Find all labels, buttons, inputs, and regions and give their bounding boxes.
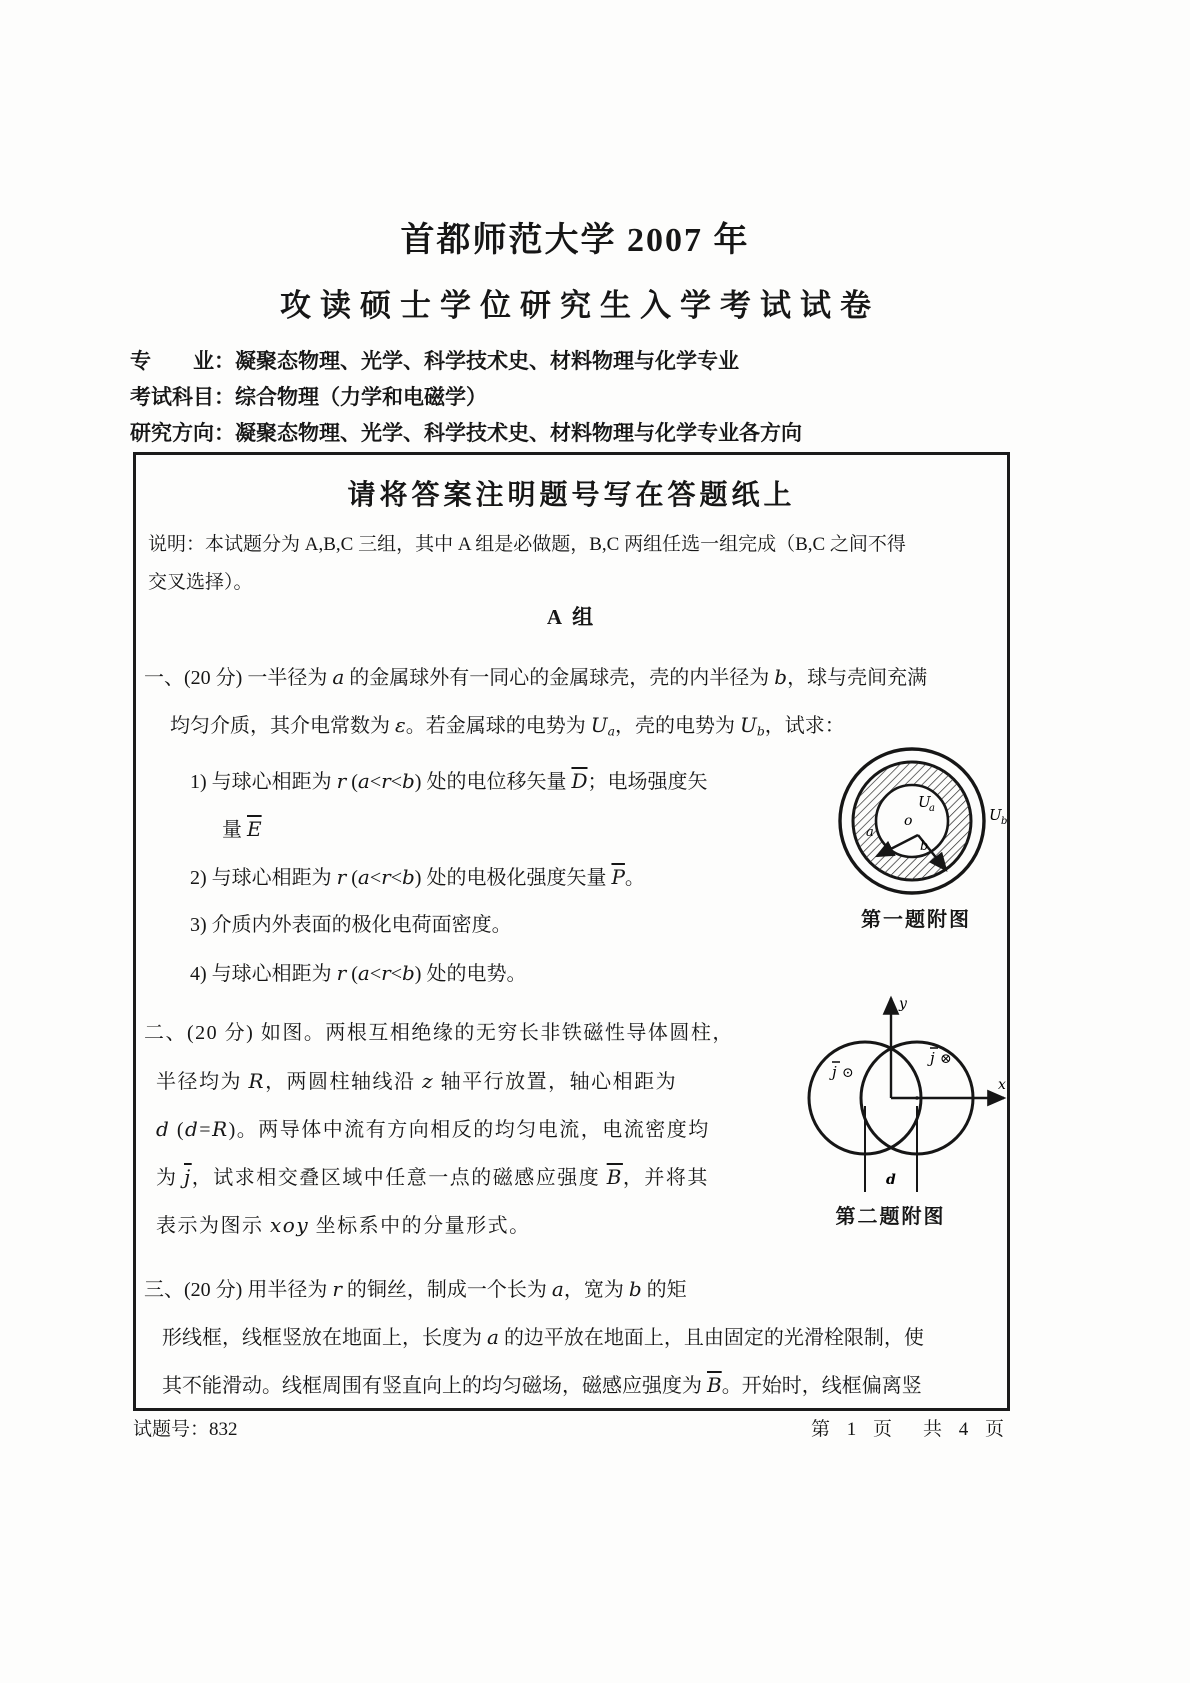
question-2-line-5: 表示为图示 xoy 坐标系中的分量形式。: [156, 1213, 531, 1237]
meta-subject-value: 综合物理（力学和电磁学）: [235, 385, 487, 409]
y-axis-label: y: [899, 996, 907, 1012]
figure-1-caption: 第一题附图: [861, 909, 971, 931]
question-2-line-4: 为 $\overline{j}$，试求相交叠区域中任意一点的磁感应强度 $\overline{B}$，并将其: [156, 1165, 709, 1189]
exam-note-line-1: 说明：本试题分为 A,B,C 三组，其中 A 组是必做题，B,C 两组任选一组完成（B,C 之间不得: [148, 534, 906, 555]
figure-2-drawing: [806, 988, 1013, 1198]
question-1-line-2: 均匀介质，其介电常数为 ε。若金属球的电势为 Ua，壳的电势为 Ub，试求：: [170, 713, 845, 739]
inner-potential-label: U: [918, 793, 931, 811]
center-o-label: o: [904, 813, 913, 829]
left-current-label: j: [832, 1063, 837, 1081]
meta-direction-label: 研究方向：: [130, 421, 235, 445]
figure-question-2: [806, 988, 1013, 1229]
page-number-info: 第 1 页 共 4 页: [810, 1419, 1010, 1440]
right-current-label: j: [930, 1049, 935, 1067]
radius-b-label: b: [920, 839, 929, 854]
question-1-item-4: 4) 与球心相距为 r (a<r<b) 处的电势。: [190, 961, 527, 985]
question-1-item-1-cont: 量 $\overline{E}$: [222, 817, 262, 841]
question-3-line-3: 其不能滑动。线框周围有竖直向上的均匀磁场，磁感应强度为 $\overline{B}$。开始时，线框偏离竖: [162, 1373, 922, 1397]
meta-major-value: 凝聚态物理、光学、科学技术史、材料物理与化学专业: [235, 349, 739, 373]
exam-note-line-2: 交叉选择）。: [148, 572, 253, 593]
question-1-item-1: 1) 与球心相距为 r (a<r<b) 处的电位移矢量 $\overline{D}$；电场强度矢: [190, 769, 708, 793]
current-in-symbol: ⊗: [940, 1051, 952, 1067]
meta-major: [130, 343, 802, 379]
current-out-symbol: ⊙: [842, 1065, 854, 1081]
page-title: 首都师范大学 2007 年: [400, 222, 750, 259]
shell-potential-label: U: [989, 806, 1002, 824]
question-1-item-2: 2) 与球心相距为 r (a<r<b) 处的电极化强度矢量 $\overline{P}$。: [190, 865, 645, 889]
meta-subject: [130, 379, 802, 415]
question-2-line-3: d (d=R)。两导体中流有方向相反的均匀电流，电流密度均: [156, 1117, 710, 1141]
question-3-line-1: 三、(20 分) 用半径为 r 的铜丝，制成一个长为 a，宽为 b 的矩: [144, 1277, 687, 1301]
question-1-line-1: 一、(20 分) 一半径为 a 的金属球外有一同心的金属球壳，壳的内半径为 b，球与壳间充满: [144, 665, 928, 689]
exam-content-box: [133, 452, 1010, 1411]
question-1: [144, 653, 927, 997]
question-3: [144, 1265, 924, 1409]
page-footer: [133, 1414, 1010, 1441]
meta-direction: [130, 415, 802, 451]
answer-instruction-heading: 请将答案注明题号写在答题纸上: [347, 480, 796, 511]
question-3-line-2: 形线框，线框竖放在地面上，长度为 a 的边平放在地面上，且由固定的光滑栓限制，使: [162, 1325, 924, 1349]
meta-major-label: 专 业：: [130, 349, 235, 373]
meta-direction-value: 凝聚态物理、光学、科学技术史、材料物理与化学专业各方向: [235, 421, 802, 445]
question-2: [144, 1009, 734, 1249]
group-a-heading: A 组: [546, 605, 597, 629]
question-2-line-2: 半径均为 R，两圆柱轴线沿 z 轴平行放置，轴心相距为: [156, 1069, 678, 1093]
shell-potential-sub: b: [1001, 816, 1008, 827]
radius-a-label: a: [866, 825, 874, 840]
right-center-dot: [915, 1096, 919, 1100]
x-axis-label: x: [998, 1077, 1006, 1093]
inner-potential-sub: a: [929, 803, 935, 814]
figure-2-caption: 第二题附图: [835, 1206, 946, 1228]
meta-subject-label: 考试科目：: [130, 385, 235, 409]
paper-number: 试题号：832: [133, 1419, 238, 1440]
question-2-line-1: 二、(20 分) 如图。两根互相绝缘的无穷长非铁磁性导体圆柱，: [144, 1022, 734, 1044]
question-1-item-3: 3) 介质内外表面的极化电荷面密度。: [190, 914, 512, 936]
page-subtitle: 攻读硕士学位研究生入学考试试卷: [280, 288, 880, 323]
distance-d-label: d: [886, 1172, 896, 1188]
exam-meta: [130, 343, 802, 451]
